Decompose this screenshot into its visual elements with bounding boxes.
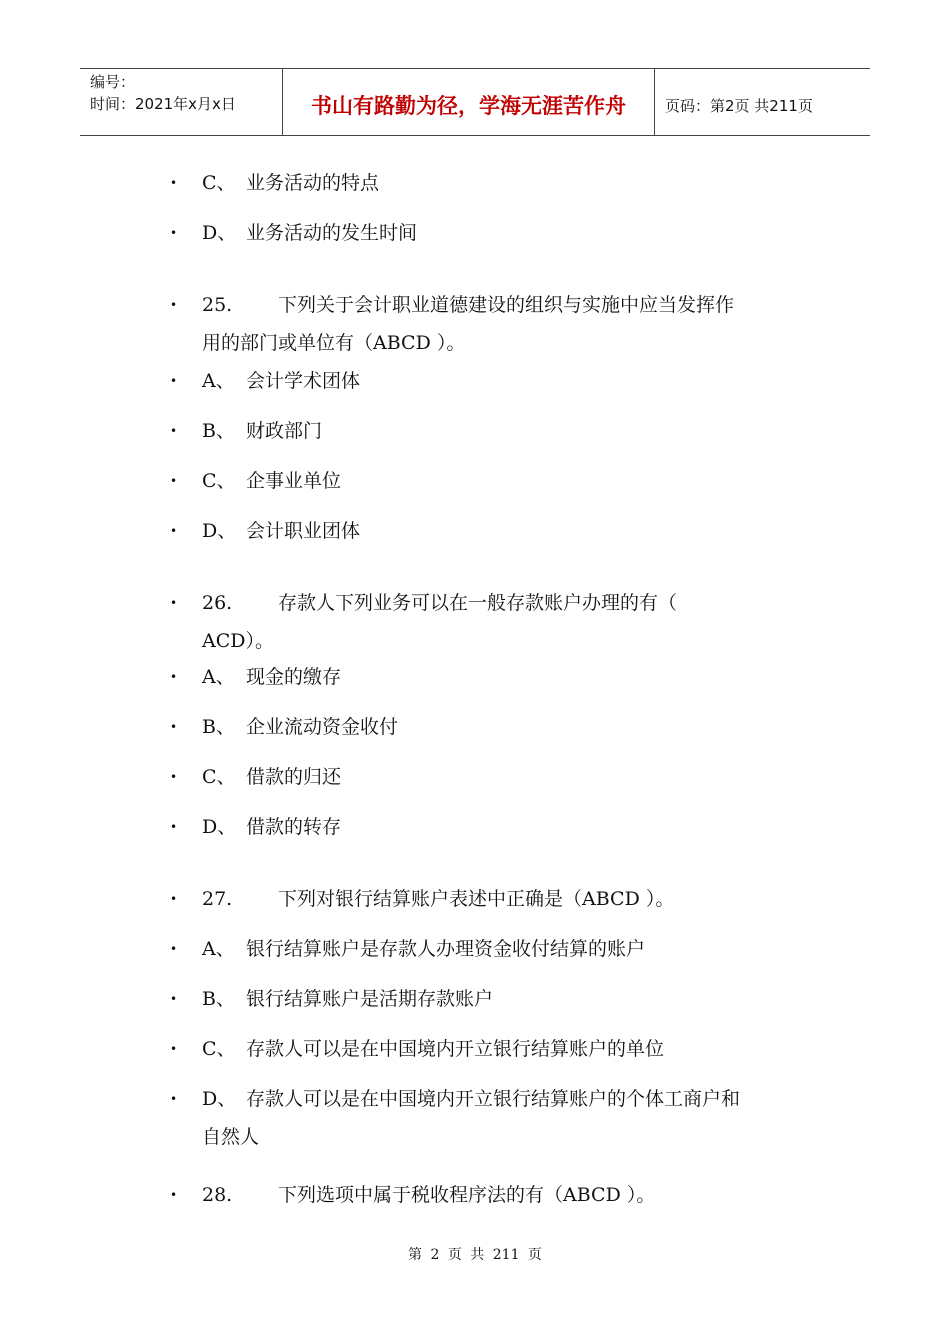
- option-text: 银行结算账户是活期存款账户: [246, 988, 494, 1010]
- question-number: 28.: [202, 1184, 233, 1206]
- option-label: A、: [202, 666, 235, 688]
- bullet-icon: •: [170, 176, 178, 190]
- option-text: 企事业单位: [246, 470, 342, 492]
- option-text: 会计职业团体: [246, 520, 361, 542]
- option-label: D、: [202, 1088, 237, 1110]
- option-label: D、: [202, 816, 237, 838]
- footer-page-number: 第 2 页 共 211 页: [408, 1247, 542, 1263]
- bullet-icon: •: [170, 942, 178, 956]
- option-label: D、: [202, 222, 237, 244]
- option-text: 业务活动的特点: [246, 172, 380, 194]
- bullet-icon: •: [170, 670, 178, 684]
- question-text-continued: 用的部门或单位有（ABCD ）。: [202, 332, 466, 354]
- option-text: 银行结算账户是存款人办理资金收付结算的账户: [246, 938, 646, 960]
- option-label: C、: [202, 172, 236, 194]
- option-text: 借款的转存: [246, 816, 342, 838]
- page-header: [80, 68, 870, 136]
- option-text: 借款的归还: [246, 766, 342, 788]
- bullet-icon: •: [170, 1092, 178, 1106]
- question-text: 存款人下列业务可以在一般存款账户办理的有（: [278, 592, 678, 614]
- bullet-icon: •: [170, 1042, 178, 1056]
- question-number: 27.: [202, 888, 233, 910]
- option-label: D、: [202, 520, 237, 542]
- option-text: 财政部门: [246, 420, 323, 442]
- serial-label: 编号：: [90, 73, 136, 91]
- question-text: 下列关于会计职业道德建设的组织与实施中应当发挥作: [278, 294, 735, 316]
- bullet-icon: •: [170, 424, 178, 438]
- question-number: 25.: [202, 294, 233, 316]
- motto-text: 书山有路勤为径，学海无涯苦作舟: [311, 94, 626, 118]
- question-number: 26.: [202, 592, 233, 614]
- time-label: 时间：2021年x月x日: [90, 95, 236, 113]
- bullet-icon: •: [170, 992, 178, 1006]
- header-meta: [80, 69, 282, 135]
- option-text: 业务活动的发生时间: [246, 222, 418, 244]
- option-text: 会计学术团体: [246, 370, 361, 392]
- option-label: A、: [202, 370, 235, 392]
- bullet-icon: •: [170, 596, 178, 610]
- option-label: B、: [202, 716, 235, 738]
- bullet-icon: •: [170, 820, 178, 834]
- option-label: B、: [202, 420, 235, 442]
- option-label: C、: [202, 1038, 236, 1060]
- header-motto: [282, 69, 655, 135]
- page-footer: [0, 1244, 950, 1264]
- option-label: B、: [202, 988, 235, 1010]
- option-text-continued: 自然人: [202, 1126, 260, 1148]
- bullet-icon: •: [170, 374, 178, 388]
- page-info-text: 页码：第2页 共211页: [665, 96, 813, 115]
- option-text: 存款人可以是在中国境内开立银行结算账户的单位: [246, 1038, 665, 1060]
- question-text: 下列选项中属于税收程序法的有（ABCD ）。: [278, 1184, 656, 1206]
- option-label: C、: [202, 766, 236, 788]
- bullet-icon: •: [170, 474, 178, 488]
- bullet-icon: •: [170, 892, 178, 906]
- option-label: A、: [202, 938, 235, 960]
- option-label: C、: [202, 470, 236, 492]
- bullet-icon: •: [170, 1188, 178, 1202]
- option-text: 企业流动资金收付: [246, 716, 399, 738]
- option-text: 现金的缴存: [246, 666, 342, 688]
- bullet-icon: •: [170, 226, 178, 240]
- bullet-icon: •: [170, 298, 178, 312]
- option-text: 存款人可以是在中国境内开立银行结算账户的个体工商户和: [246, 1088, 741, 1110]
- question-text-continued: ACD）。: [202, 630, 274, 652]
- bullet-icon: •: [170, 524, 178, 538]
- header-page-info: [655, 69, 870, 135]
- bullet-icon: •: [170, 770, 178, 784]
- bullet-icon: •: [170, 720, 178, 734]
- question-text: 下列对银行结算账户表述中正确是（ABCD ）。: [278, 888, 675, 910]
